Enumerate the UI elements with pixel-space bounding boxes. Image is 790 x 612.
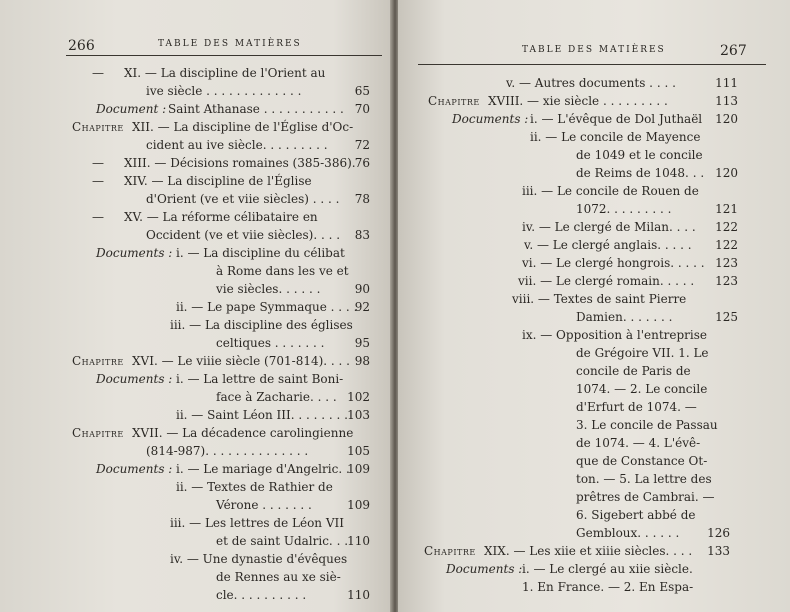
toc-line: 3. Le concile de Passau <box>576 418 718 432</box>
toc-page-number: 78 <box>354 192 370 206</box>
right-header-rule <box>418 64 766 65</box>
toc-line: ive siècle . . . . . . . . . . . . . <box>146 84 302 98</box>
toc-line: 6. Sigebert abbé de <box>576 508 696 522</box>
toc-page-number: 123 <box>715 274 738 288</box>
toc-page-number: 110 <box>347 534 370 548</box>
right-page-number: 267 <box>720 43 747 59</box>
toc-line: ii. — Saint Léon III. . . . . . . . <box>176 408 348 422</box>
toc-page-number: 111 <box>715 76 738 90</box>
toc-line: XVI. — Le viiie siècle (701-814). . . . <box>132 354 350 368</box>
toc-line: XIII. — Décisions romaines (385-386). <box>124 156 356 170</box>
right-running-head: TABLE DES MATIÈRES <box>522 45 666 55</box>
toc-line: XIX. — Les xiie et xiiie siècles. . . . <box>484 544 693 558</box>
toc-line: i. — L'évêque de Dol Juthaël <box>530 112 703 126</box>
toc-line: i. — La lettre de saint Boni- <box>176 372 344 386</box>
toc-line: d'Erfurt de 1074. — <box>576 400 697 414</box>
toc-dash: — <box>92 174 104 188</box>
toc-caption: Documents : <box>96 372 173 386</box>
toc-line: i. — Le clergé au xiie siècle. <box>522 562 693 576</box>
toc-caption: Chapitre <box>72 354 124 368</box>
toc-caption: Chapitre <box>424 544 476 558</box>
toc-line: de Reims de 1048. . . <box>576 166 705 180</box>
toc-line: iv. — Le clergé de Milan. . . . <box>522 220 696 234</box>
toc-page-number: 120 <box>715 112 738 126</box>
toc-caption: Documents : <box>452 112 529 126</box>
toc-line: XV. — La réforme célibataire en <box>124 210 318 224</box>
toc-line: prêtres de Cambrai. — <box>576 490 715 504</box>
toc-line: celtiques . . . . . . . <box>216 336 325 350</box>
toc-line: vi. — Le clergé hongrois. . . . . <box>522 256 705 270</box>
toc-line: (814-987). . . . . . . . . . . . . . <box>146 444 309 458</box>
toc-line: ii. — Textes de Rathier de <box>176 480 333 494</box>
toc-line: Vérone . . . . . . . <box>216 498 312 512</box>
toc-dash: — <box>92 210 104 224</box>
toc-page-number: 122 <box>715 238 738 252</box>
toc-line: de Rennes au xe siè- <box>216 570 341 584</box>
toc-line: Gembloux. . . . . . <box>576 526 680 540</box>
toc-line: 1072. . . . . . . . . <box>576 202 672 216</box>
toc-line: iii. — La discipline des églises <box>170 318 353 332</box>
toc-line: Damien. . . . . . . <box>576 310 673 324</box>
toc-line: XI. — La discipline de l'Orient au <box>124 66 326 80</box>
toc-line: XVIII. — xie siècle . . . . . . . . . <box>488 94 668 108</box>
toc-page-number: 76 <box>354 156 370 170</box>
toc-caption: Chapitre <box>428 94 480 108</box>
toc-page-number: 109 <box>347 462 370 476</box>
toc-page-number: 70 <box>354 102 370 116</box>
toc-line: de 1074. — 4. L'évê- <box>576 436 701 450</box>
toc-page-number: 110 <box>347 588 370 602</box>
toc-line: concile de Paris de <box>576 364 691 378</box>
toc-line: v. — Le clergé anglais. . . . . <box>524 238 692 252</box>
toc-line: cident au ive siècle. . . . . . . . . <box>146 138 328 152</box>
toc-line: XII. — La discipline de l'Église d'Oc- <box>132 120 354 134</box>
toc-page-number: 109 <box>347 498 370 512</box>
toc-page-number: 133 <box>707 544 730 558</box>
toc-line: i. — Le mariage d'Angelric. . <box>176 462 350 476</box>
toc-line: ton. — 5. La lettre des <box>576 472 712 486</box>
toc-page-number: 120 <box>715 166 738 180</box>
toc-line: de 1049 et le concile <box>576 148 703 162</box>
toc-page-number: 123 <box>715 256 738 270</box>
toc-line: que de Constance Ot- <box>576 454 708 468</box>
toc-line: vii. — Le clergé romain. . . . . <box>518 274 695 288</box>
toc-caption: Documents : <box>96 246 173 260</box>
toc-page-number: 92 <box>354 300 370 314</box>
toc-line: XVII. — La décadence carolingienne <box>132 426 354 440</box>
toc-page-number: 72 <box>354 138 370 152</box>
left-page <box>0 0 392 612</box>
toc-page-number: 65 <box>354 84 370 98</box>
toc-line: d'Orient (ve et viie siècles) . . . . <box>146 192 340 206</box>
left-header-rule <box>66 55 382 56</box>
toc-page-number: 113 <box>715 94 738 108</box>
toc-line: 1074. — 2. Le concile <box>576 382 708 396</box>
toc-page-number: 95 <box>354 336 370 350</box>
toc-line: iii. — Le concile de Rouen de <box>522 184 699 198</box>
toc-page-number: 126 <box>707 526 730 540</box>
toc-page-number: 105 <box>347 444 370 458</box>
toc-caption: Document : <box>96 102 167 116</box>
toc-line: Saint Athanase . . . . . . . . . . . <box>168 102 344 116</box>
toc-caption: Chapitre <box>72 120 124 134</box>
toc-line: et de saint Udalric. . . <box>216 534 349 548</box>
toc-line: iii. — Les lettres de Léon VII <box>170 516 344 530</box>
toc-line: Occident (ve et viie siècles). . . . <box>146 228 341 242</box>
toc-line: ix. — Opposition à l'entreprise <box>522 328 708 342</box>
toc-line: iv. — Une dynastie d'évêques <box>170 552 348 566</box>
toc-page-number: 125 <box>715 310 738 324</box>
toc-page-number: 102 <box>347 390 370 404</box>
toc-line: viii. — Textes de saint Pierre <box>512 292 687 306</box>
toc-dash: — <box>92 156 104 170</box>
toc-line: de Grégoire VII. 1. Le <box>576 346 709 360</box>
toc-line: à Rome dans les ve et <box>216 264 349 278</box>
toc-line: XIV. — La discipline de l'Église <box>124 174 312 188</box>
toc-line: ii. — Le concile de Mayence <box>530 130 701 144</box>
toc-page-number: 122 <box>715 220 738 234</box>
left-page-number: 266 <box>68 38 95 54</box>
toc-line: ii. — Le pape Symmaque . . . . <box>176 300 358 314</box>
toc-line: vie siècles. . . . . . <box>216 282 321 296</box>
toc-line: v. — Autres documents . . . . <box>506 76 676 90</box>
toc-page-number: 121 <box>715 202 738 216</box>
toc-caption: Chapitre <box>72 426 124 440</box>
toc-line: face à Zacharie. . . . <box>216 390 337 404</box>
toc-caption: Documents : <box>446 562 523 576</box>
toc-line: cle. . . . . . . . . . <box>216 588 307 602</box>
toc-page-number: 98 <box>354 354 370 368</box>
toc-caption: Documents : <box>96 462 173 476</box>
toc-page-number: 103 <box>347 408 370 422</box>
toc-line: 1. En France. — 2. En Espa- <box>522 580 694 594</box>
toc-dash: — <box>92 66 104 80</box>
toc-page-number: 90 <box>354 282 370 296</box>
right-page <box>398 0 790 612</box>
toc-page-number: 83 <box>354 228 370 242</box>
toc-line: i. — La discipline du célibat <box>176 246 345 260</box>
left-running-head: TABLE DES MATIÈRES <box>158 39 302 49</box>
